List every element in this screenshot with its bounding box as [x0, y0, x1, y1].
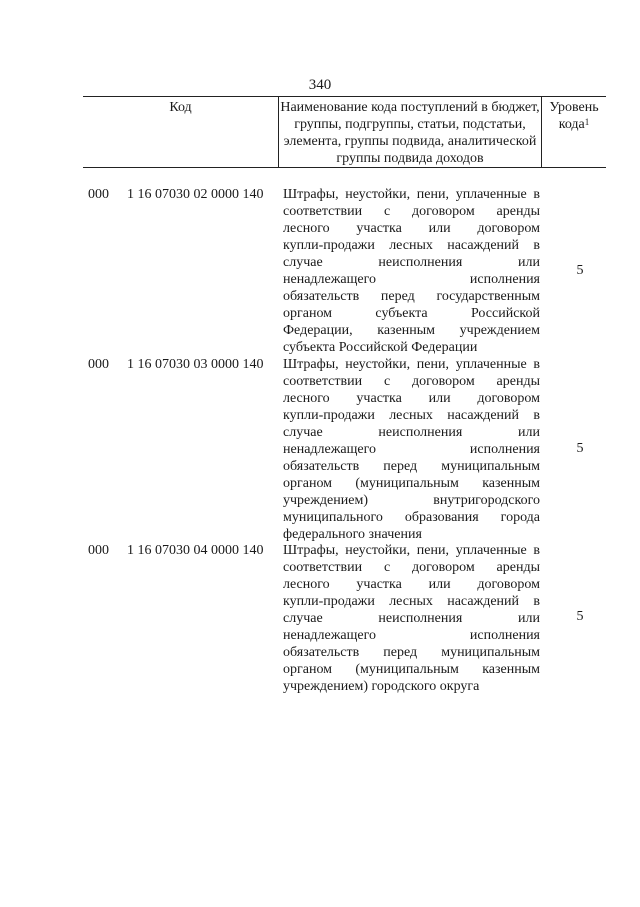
revenue-name [283, 542, 540, 695]
name-line: купли-продажи лесных насаждений в [283, 238, 540, 253]
name-line: Штрафы, неустойки, пени, уплаченные в [283, 187, 540, 202]
name-line: соответствии с договором аренды [283, 560, 540, 575]
revenue-code: 1 16 07030 04 0000 140 [127, 543, 264, 558]
header-level [542, 99, 606, 133]
admin-code: 000 [88, 543, 109, 558]
revenue-name [283, 356, 540, 543]
revenue-code: 1 16 07030 02 0000 140 [127, 187, 264, 202]
revenue-name [283, 186, 540, 356]
name-line: федерального значения [283, 527, 422, 542]
name-line: ненадлежащего исполнения [283, 442, 540, 457]
name-line: купли-продажи лесных насаждений в [283, 408, 540, 423]
admin-code: 000 [88, 357, 109, 372]
name-line: соответствии с договором аренды [283, 374, 540, 389]
header-level-label: Уровень кода [549, 100, 599, 132]
name-line: лесного участка или договором [283, 391, 540, 406]
name-line: органом (муниципальным казенным [283, 476, 540, 491]
name-line: случае неисполнения или [283, 611, 540, 626]
admin-code: 000 [88, 187, 109, 202]
name-line: случае неисполнения или [283, 255, 540, 270]
table-header [83, 96, 606, 168]
name-line: соответствии с договором аренды [283, 204, 540, 219]
page-number: 340 [308, 77, 332, 93]
level-value: 5 [576, 609, 584, 624]
name-line: муниципального образования города [283, 510, 540, 525]
name-line: Федерации, казенным учреждением [283, 323, 540, 338]
name-line: органом (муниципальным казенным [283, 662, 540, 677]
name-line: лесного участка или договором [283, 221, 540, 236]
name-line: Штрафы, неустойки, пени, уплаченные в [283, 357, 540, 372]
header-name: Наименование кода поступлений в бюджет, группы, подгруппы, статьи, подстатьи, элемента, группы подвида, аналитической группы подвида доходов [280, 100, 540, 166]
name-line: лесного участка или договором [283, 577, 540, 592]
name-line: обязательств перед муниципальным [283, 459, 540, 474]
name-line: обязательств перед муниципальным [283, 645, 540, 660]
header-code: Код [169, 100, 192, 115]
level-value: 5 [576, 441, 584, 456]
name-line: ненадлежащего исполнения [283, 628, 540, 643]
name-line: ненадлежащего исполнения [283, 272, 540, 287]
header-level-footnote: 1 [584, 117, 590, 127]
revenue-code: 1 16 07030 03 0000 140 [127, 357, 264, 372]
name-line: Штрафы, неустойки, пени, уплаченные в [283, 543, 540, 558]
name-line: учреждением) городского округа [283, 679, 480, 694]
name-line: учреждением) внутригородского [283, 493, 540, 508]
name-line: субъекта Российской Федерации [283, 340, 478, 355]
name-line: купли-продажи лесных насаждений в [283, 594, 540, 609]
name-line: случае неисполнения или [283, 425, 540, 440]
name-line: обязательств перед государственным [283, 289, 540, 304]
name-line: органом субъекта Российской [283, 306, 540, 321]
level-value: 5 [576, 263, 584, 278]
